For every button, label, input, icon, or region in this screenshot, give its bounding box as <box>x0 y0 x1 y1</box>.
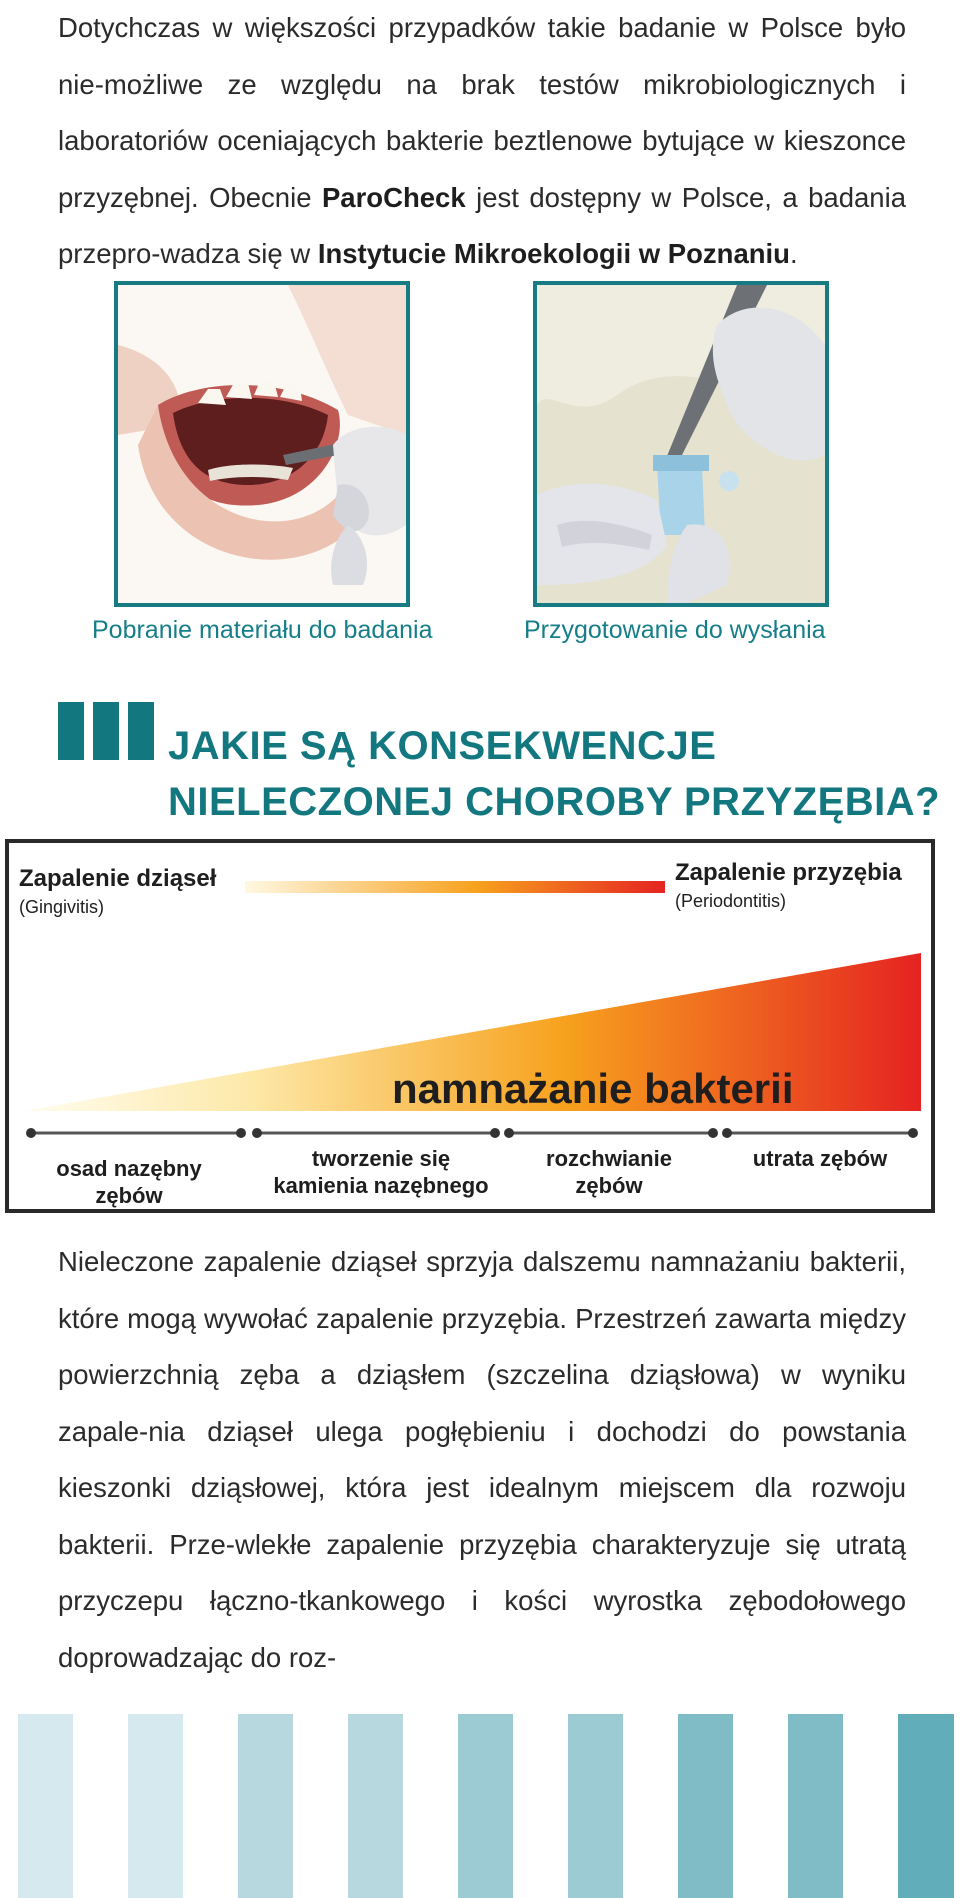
periodontitis-label: Zapalenie przyzębia <box>675 859 902 886</box>
left-figure-caption: Pobranie materiału do badania <box>92 616 433 644</box>
section-heading <box>168 718 940 830</box>
stripe-8 <box>788 1714 843 1898</box>
sample-preparation-illustration <box>533 281 829 607</box>
sample-collection-illustration <box>114 281 410 607</box>
intro-text-1: Dotychczas w większości przypadków takie badanie w Polsce było nie-możliwe ze względu na brak testów mikrobiologicznych i laboratoriów oceniających bakterie beztlenowe bytujące w kieszonce przyzębnej. Obecnie <box>58 12 906 213</box>
stripe-2 <box>128 1714 183 1898</box>
roman-bar-1 <box>58 702 84 760</box>
parocheck-brand: ParoCheck <box>321 181 466 213</box>
section-heading-line-1: JAKIE SĄ KONSEKWENCJE <box>168 724 717 768</box>
gingivitis-label: Zapalenie dziąseł <box>19 865 217 892</box>
periodontitis-sublabel: (Periodontitis) <box>675 891 787 911</box>
stage-tartar-line2: kamienia nazębnego <box>273 1173 489 1198</box>
roman-bar-3 <box>128 702 154 760</box>
stripe-4 <box>348 1714 403 1898</box>
roman-bar-2 <box>93 702 119 760</box>
mouth-illustration-icon <box>118 285 406 603</box>
tube-illustration-icon <box>537 285 825 603</box>
top-gradient-bar <box>245 881 665 893</box>
stage-plaque-line2: zębów <box>95 1183 163 1208</box>
intro-text-2: jest dostępny w Polsce, a badania przepro-wadza się w <box>58 181 906 269</box>
stripe-7 <box>678 1714 733 1898</box>
stage-loosening <box>519 1145 699 1199</box>
stage-tooth-loss-line1: utrata zębów <box>752 1146 888 1171</box>
body-paragraph: Nieleczone zapalenie dziąseł sprzyja dalszemu namnażaniu bakterii, które mogą wywołać zapalenie przyzębia. Przestrzeń zawarta między powierzchnią zęba a dziąsłem (szczelina dziąsłowa) w wyniku zapale-nia dziąseł ulega pogłębieniu i dochodzi do powstania kieszonki dziąsłowej, która jest idealnym miejscem dla rozwoju bakterii. Prze-wlekłe zapalenie przyzębia charakteryzuje się utratą przyczepu łączno-tkankowego i kości wyrostka zębodołowego doprowadzając do roz- <box>58 1246 906 1673</box>
stripe-5 <box>458 1714 513 1898</box>
intro-paragraph <box>58 0 906 283</box>
stage-loosening-line2: zębów <box>575 1173 643 1198</box>
intro-text-3: . <box>789 238 798 269</box>
right-figure-caption: Przygotowanie do wysłania <box>524 616 826 644</box>
gingivitis-sublabel: (Gingivitis) <box>19 897 105 917</box>
stage-loosening-line1: rozchwianie <box>546 1146 672 1171</box>
stripe-9 <box>898 1714 954 1898</box>
stage-tartar-line1: tworzenie się <box>311 1146 451 1171</box>
stripe-3 <box>238 1714 293 1898</box>
stripe-1 <box>18 1714 73 1898</box>
stage-plaque-line1: osad nazębny <box>56 1156 202 1181</box>
bacteria-growth-label: namnażanie bakterii <box>392 1065 794 1112</box>
disease-progression-diagram <box>5 839 935 1213</box>
stage-tartar <box>259 1145 503 1199</box>
section-heading-line-2: NIELECZONEJ CHOROBY PRZYZĘBIA? <box>168 780 941 824</box>
stripe-6 <box>568 1714 623 1898</box>
institute-name: Instytucie Mikroekologii w Poznaniu <box>317 238 790 269</box>
section-number-iii <box>58 702 154 760</box>
stage-tooth-loss <box>735 1145 905 1172</box>
stage-plaque <box>31 1155 227 1209</box>
